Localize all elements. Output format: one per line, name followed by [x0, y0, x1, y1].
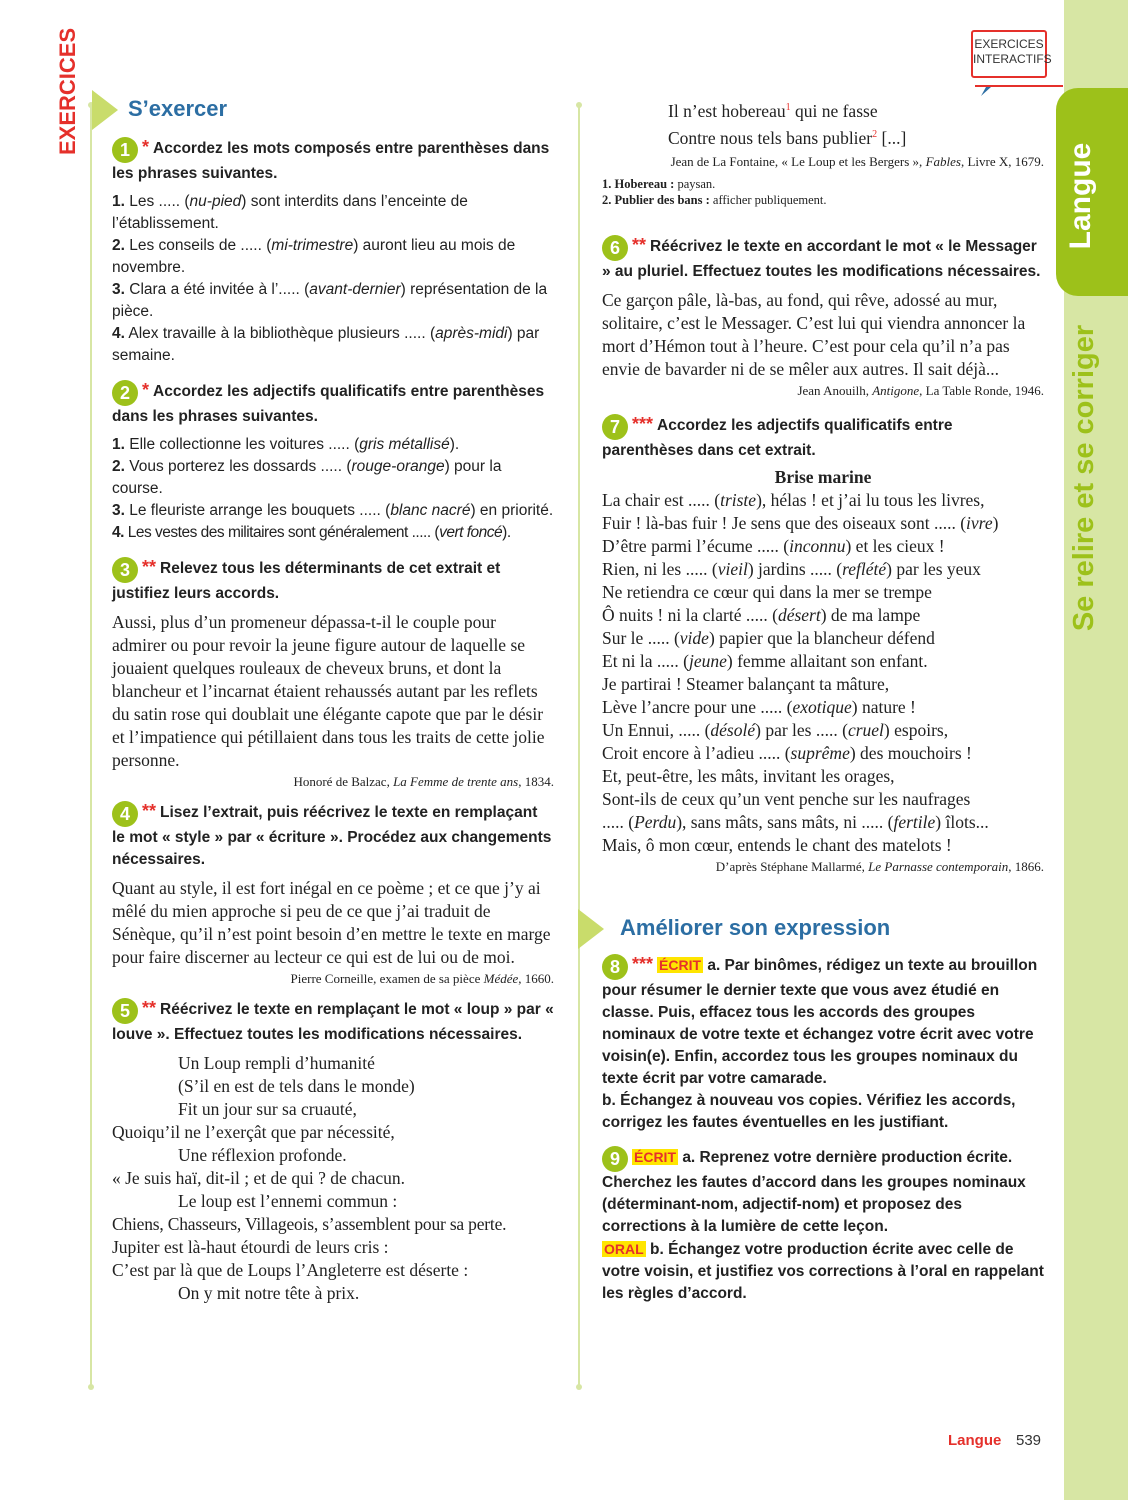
- footnote-ref: 1: [785, 102, 791, 113]
- poem-line: Je partirai ! Steamer balançant ta mâture,: [602, 673, 890, 694]
- list-item: 4. Alex travaille à la bibliothèque plusieurs ..... (après-midi) par semaine.: [112, 325, 540, 364]
- exercise-number: 9: [602, 1146, 628, 1172]
- poem-line: Chiens, Chasseurs, Villageois, s’assemblent pour sa perte.: [112, 1214, 507, 1234]
- poem-line: Et ni la ..... (jeune) femme allaitant son enfant.: [602, 650, 928, 671]
- poem-line: Fit un jour sur sa cruauté,: [178, 1099, 357, 1119]
- instruction-text: Lisez l’extrait, puis réécrivez le texte en remplaçant le mot « style » par « écriture ». Procédez aux changements nécessaires.: [112, 804, 552, 868]
- list-item: 4. Les vestes des militaires sont généralement ..... (vert foncé).: [112, 524, 511, 541]
- exercise-instruction: [112, 997, 554, 1046]
- poem-line: Lève l’ancre pour une ..... (exotique) nature !: [602, 696, 916, 717]
- list-item: 1. Elle collectionne les voitures ..... (gris métallisé).: [112, 436, 460, 453]
- poem-body: [602, 489, 1044, 857]
- poem-line: Croit encore à l’adieu ..... (suprême) des mouchoirs !: [602, 742, 972, 763]
- rule-dot: [576, 102, 582, 108]
- poem-line: Ô nuits ! ni la clarté ..... (désert) de ma lampe: [602, 604, 921, 625]
- section-title-ameliorer: Améliorer son expression: [620, 914, 891, 940]
- left-column: [112, 96, 554, 1305]
- exercise-3: [112, 556, 554, 790]
- exercise-instruction: [602, 413, 1044, 462]
- poem-line: « Je suis haï, dit-il ; et de qui ? de chacun.: [112, 1168, 406, 1188]
- source-citation: Jean de La Fontaine, « Le Loup et les Bergers », Fables, Livre X, 1679.: [670, 153, 1044, 169]
- exercise-instruction: [602, 953, 1044, 1090]
- list-item: 2. Les conseils de ..... (mi-trimestre) auront lieu au mois de novembre.: [112, 237, 516, 276]
- instruction-text: Réécrivez le texte en accordant le mot « le Messager » au pluriel. Effectuez toutes les modifications nécessaires.: [602, 237, 1041, 280]
- extract-text: Quant au style, il est fort inégal en ce poème ; et ce que j’y ai mêlé du mien approche si peu de ce que j’ai traduit de Sénèque, qu’il n’est point besoin d’en mettre le texte en marge pour faire discerner au lecteur ce qui est de lui ou de moi.: [112, 878, 551, 967]
- section-title-sexercer: S’exercer: [128, 96, 228, 121]
- rule-dot: [88, 1384, 94, 1390]
- section-ameliorer: [602, 915, 1044, 941]
- poem-line: Fuir ! là-bas fuir ! Je sens que des oiseaux sont ..... (ivre): [602, 512, 999, 533]
- exercise-number: 1: [112, 137, 138, 163]
- exercise-number: 4: [112, 801, 138, 827]
- exercise-9: [602, 1146, 1044, 1305]
- exercise-number: 8: [602, 954, 628, 980]
- poem-line: Sur le ..... (vide) papier que la blancheur défend: [602, 627, 935, 648]
- poem-line: Mais, ô mon cœur, entends le chant des matelots !: [602, 834, 952, 855]
- section-arrow-icon: [578, 909, 604, 949]
- instruction-text: b. Échangez votre production écrite avec celle de votre voisin, et justifiez vos corrections à l’oral en rappelant les règles d’accord.: [602, 1240, 1044, 1302]
- exercise-number: 3: [112, 557, 138, 583]
- exercise-instruction: [112, 800, 554, 871]
- exercise-7: [602, 413, 1044, 875]
- poem-line: Il n’est hobereau$^1$ qui ne fasse: [668, 100, 878, 121]
- page-number: 539: [1016, 1432, 1042, 1449]
- footnote-ref: 2: [872, 128, 878, 140]
- exercise-instruction: [602, 1146, 1044, 1238]
- instruction-text: Accordez les adjectifs qualificatifs entre parenthèses dans les phrases suivantes.: [112, 383, 545, 425]
- exercise-instruction: [112, 556, 554, 605]
- exercise-2: [112, 379, 554, 544]
- exercise-6: [602, 234, 1044, 399]
- ecrit-badge: ÉCRIT: [659, 956, 702, 973]
- interactive-exercises-button[interactable]: [971, 30, 1052, 78]
- instruction-text: Accordez les adjectifs qualificatifs entre parenthèses dans cet extrait.: [602, 416, 953, 459]
- poem-line: ..... (Perdu), sans mâts, sans mâts, ni ..... (fertile) îlots...: [602, 811, 989, 832]
- instruction-text: Relevez tous les déterminants de cet extrait et justifiez leurs accords.: [112, 560, 501, 602]
- poem-line: Quoiqu’il ne l’exerçât que par nécessité,: [112, 1122, 395, 1142]
- footnote: 1. Hobereau : paysan.: [602, 176, 716, 191]
- poem-line: Jupiter est là-haut étourdi de leurs cris :: [112, 1237, 389, 1257]
- poem-line: C’est par là que de Loups l’Angleterre est déserte :: [112, 1260, 469, 1280]
- exercise-number: 6: [602, 235, 628, 261]
- column-rule-right: [578, 106, 580, 1386]
- difficulty-stars: ***: [632, 413, 654, 434]
- exercise-4: [112, 800, 554, 987]
- instruction-text: a. Reprenez votre dernière production écrite. Cherchez les fautes d’accord dans les groupes nominaux (déterminant-nom, adjectif-nom) et proposez des corrections à la lumière de cette leçon.: [602, 1148, 1026, 1235]
- interactifs-line2: INTERACTIFS: [973, 52, 1052, 66]
- poem-line: (S’il en est de tels dans le monde): [178, 1076, 415, 1096]
- poem-line: Un Loup rempli d’humanité: [178, 1053, 375, 1073]
- exercise-1: [112, 136, 554, 367]
- instruction-text: a. Par binômes, rédigez un texte au brouillon pour résumer le dernier texte que vous avez étudié en classe. Puis, effacez tous les accords des groupes nominaux de votre texte et échangez votre écrit avec votre voisin(e). Enfin, accordez tous les groupes nominaux du texte écrit par votre camarade.: [602, 956, 1038, 1087]
- difficulty-stars: **: [632, 234, 647, 255]
- difficulty-stars: *: [142, 137, 150, 157]
- exercise-instruction: [602, 234, 1044, 283]
- source-citation: Honoré de Balzac, La Femme de trente ans, 1834.: [293, 774, 554, 789]
- difficulty-stars: **: [142, 801, 157, 821]
- instruction-text: Accordez les mots composés entre parenthèses dans les phrases suivantes.: [112, 140, 550, 182]
- poem-line: Le loup est l’ennemi commun :: [178, 1191, 398, 1211]
- list-item: 3. Le fleuriste arrange les bouquets ..... (blanc nacré) en priorité.: [112, 502, 554, 519]
- list-item: 1. Les ..... (nu-pied) sont interdits dans l’enceinte de l’établissement.: [112, 193, 468, 232]
- exercise-5-continued: [602, 96, 1044, 208]
- instruction-text: Réécrivez le texte en remplaçant le mot « loup » par « louve ». Effectuez toutes les modifications nécessaires.: [112, 1001, 554, 1043]
- poem-line: Sont-ils de ceux qu’un vent penche sur les naufrages: [602, 788, 971, 809]
- exercise-instruction: [112, 379, 554, 428]
- difficulty-stars: *: [142, 380, 150, 400]
- exercise-number: 7: [602, 414, 628, 440]
- poem-title: Brise marine: [774, 466, 872, 487]
- difficulty-stars: **: [142, 998, 157, 1018]
- poem-line: Et, peut-être, les mâts, invitant les orages,: [602, 765, 895, 786]
- exercise-instruction: [602, 1238, 1044, 1305]
- list-item: 2. Vous porterez les dossards ..... (rouge-orange) pour la course.: [112, 458, 502, 497]
- poem-line: D’être parmi l’écume ..... (inconnu) et les cieux !: [602, 535, 945, 556]
- exercices-label: EXERCICES: [55, 27, 80, 155]
- ecrit-badge: ÉCRIT: [634, 1148, 676, 1165]
- extract-text: Ce garçon pâle, là-bas, au fond, qui rêve, adossé au mur, solitaire, c’est le Messager. C’est lui qui viendra annoncer la mort d’Hémon tout à l’heure. C’est pour cela qu’il n’a pas envie de bavarder ni de se mêler aux autres. Il sait déjà...: [602, 289, 1026, 379]
- exercise-8: [602, 953, 1044, 1134]
- source-citation: Pierre Corneille, examen de sa pièce Médée, 1660.: [290, 971, 554, 986]
- column-rule-left: [90, 106, 92, 1386]
- section-label: Se relire et se corriger: [1068, 324, 1100, 632]
- difficulty-stars: **: [142, 557, 157, 577]
- right-column: [602, 96, 1044, 1305]
- exercise-number: 5: [112, 998, 138, 1024]
- exercise-5: [112, 997, 554, 1305]
- exercise-number: 2: [112, 380, 138, 406]
- section-arrow-icon: [92, 90, 118, 130]
- poem-line: Un Ennui, ..... (désolé) par les ..... (cruel) espoirs,: [602, 719, 949, 740]
- poem-line: Contre nous tels bans publier$^2$ [...]: [668, 127, 907, 148]
- source-citation: Jean Anouilh, Antigone, La Table Ronde, 1946.: [797, 382, 1044, 398]
- instruction-text: b. Échangez à nouveau vos copies. Vérifiez les accords, corrigez les fautes éventuelles en les justifiant.: [602, 1091, 1016, 1131]
- poem-line: Rien, ni les ..... (vieil) jardins ..... (reflété) par les yeux: [602, 558, 981, 579]
- extract-text: Aussi, plus d’un promeneur dépassa-t-il le couple pour admirer ou pour revoir la jeune figure autour de laquelle se jouaient quelques rouleaux de cheveux bruns, et dont la blancheur et l’incarnat étaient rehaussés autant par les reflets du satin rose qui doublait une élégante capote que par le désir et l’impatience qui pétillaient dans tous les traits de cette jolie personne.: [112, 612, 545, 770]
- langue-tab-label: Langue: [1064, 142, 1097, 250]
- poem-line: On y mit notre tête à prix.: [178, 1283, 360, 1303]
- interactifs-line1: EXERCICES: [974, 37, 1044, 51]
- rule-dot: [576, 1384, 582, 1390]
- poem-line: Une réflexion profonde.: [178, 1145, 347, 1165]
- difficulty-stars: ***: [632, 953, 654, 974]
- source-citation: D’après Stéphane Mallarmé, Le Parnasse contemporain, 1866.: [715, 858, 1044, 874]
- poem-line: La chair est ..... (triste), hélas ! et j’ai lu tous les livres,: [602, 489, 985, 510]
- list-item: 3. Clara a été invitée à l’..... (avant-dernier) représentation de la pièce.: [112, 281, 548, 320]
- footer-section-label: Langue: [948, 1432, 1002, 1449]
- footnote: 2. Publier des bans : afficher publiquement.: [602, 192, 827, 207]
- exercise-instruction: [112, 136, 554, 185]
- poem-line: Ne retiendra ce cœur qui dans la mer se trempe: [602, 581, 932, 602]
- oral-badge: ORAL: [604, 1240, 644, 1257]
